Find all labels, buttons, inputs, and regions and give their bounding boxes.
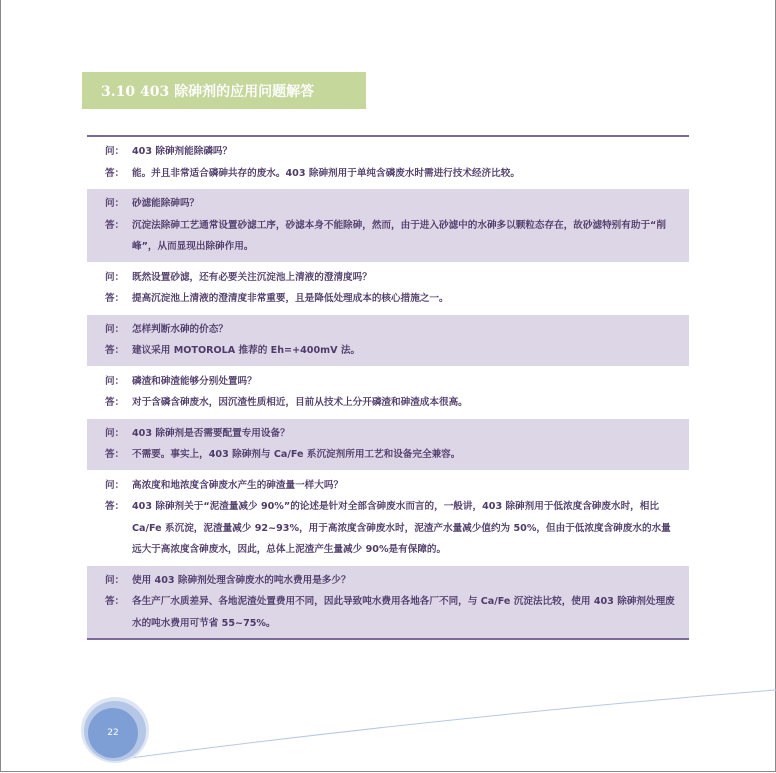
page-number: 22 <box>88 708 138 758</box>
question-prefix: 问： <box>105 427 125 439</box>
answer-text: 对于含磷含砷废水，因沉渣性质相近，目前从技术上分开磷渣和砷渣成本很高。 <box>132 397 468 408</box>
question-prefix: 问： <box>105 198 125 209</box>
answer-text: 各生产厂水质差异、各地泥渣处置费用不同，因此导致吨水费用各地各厂不同，与 Ca/Fe 沉淀法比较，使用 403 除砷剂处理废水的吨水费用可节省 55~75%。 <box>132 596 675 629</box>
question-text: 403 除砷剂能除磷吗？ <box>132 146 233 157</box>
question-prefix: 问： <box>105 479 125 491</box>
answer-text: 建议采用 MOTOROLA 推荐的 Eh=+400mV 法。 <box>132 345 361 356</box>
question-text: 砂滤能除砷吗？ <box>132 198 200 209</box>
answer-prefix: 答： <box>105 219 125 231</box>
answer-text: 能。并且非常适合磷砷共存的废水。403 除砷剂用于单纯含磷废水时需进行技术经济比较。 <box>132 167 520 179</box>
question-text: 怎样判断水砷的价态？ <box>132 323 228 335</box>
answer-text: 不需要。事实上，403 除砷剂与 Ca/Fe 系沉淀剂所用工艺和设备完全兼容。 <box>132 449 461 460</box>
question-text: 既然设置砂滤，还有必要关注沉淀池上清液的澄清度吗？ <box>132 271 372 283</box>
question-text: 高浓度和地浓度含砷废水产生的砷渣量一样大吗？ <box>132 479 344 491</box>
question-prefix: 问： <box>105 271 125 283</box>
question-prefix: 问： <box>105 146 125 157</box>
answer-prefix: 答： <box>105 397 125 408</box>
question-prefix: 问： <box>105 375 125 387</box>
answer-text: 403 除砷剂关于“泥渣量减少 90%”的论述是针对全部含砷废水而言的，一般讲，403 除砷剂用于低浓度含砷废水时，相比 Ca/Fe 系沉淀，泥渣量减少 92~93%，用于高浓度含砷废水时，泥渣产水量减少值约为 50%，但由于低浓度含砷废水的水量远大于高浓度含砷废水，因此，总体上泥渣产生量减少 90%是有保障的。 <box>132 501 671 555</box>
answer-prefix: 答： <box>105 345 125 356</box>
answer-prefix: 答： <box>105 167 125 179</box>
question-text: 使用 403 除砷剂处理含砷废水的吨水费用是多少？ <box>132 574 351 586</box>
section-title: 3.10 403 除砷剂的应用问题解答 <box>82 72 366 109</box>
question-text: 403 除砷剂是否需要配置专用设备？ <box>132 427 290 439</box>
question-text: 磷渣和砷渣能够分别处置吗？ <box>132 375 257 387</box>
answer-text: 沉淀法除砷工艺通常设置砂滤工序，砂滤本身不能除砷，然而，由于进入砂滤中的水砷多以颗粒态存在，故砂滤特别有助于“削峰”，从而显现出除砷作用。 <box>132 219 666 252</box>
answer-prefix: 答： <box>105 449 125 460</box>
answer-text: 提高沉淀池上清液的澄清度非常重要，且是降低处理成本的核心措施之一。 <box>132 293 449 304</box>
question-prefix: 问： <box>105 323 125 335</box>
answer-prefix: 答： <box>105 596 125 607</box>
answer-prefix: 答： <box>105 501 125 512</box>
question-prefix: 问： <box>105 574 125 586</box>
answer-prefix: 答： <box>105 293 125 304</box>
